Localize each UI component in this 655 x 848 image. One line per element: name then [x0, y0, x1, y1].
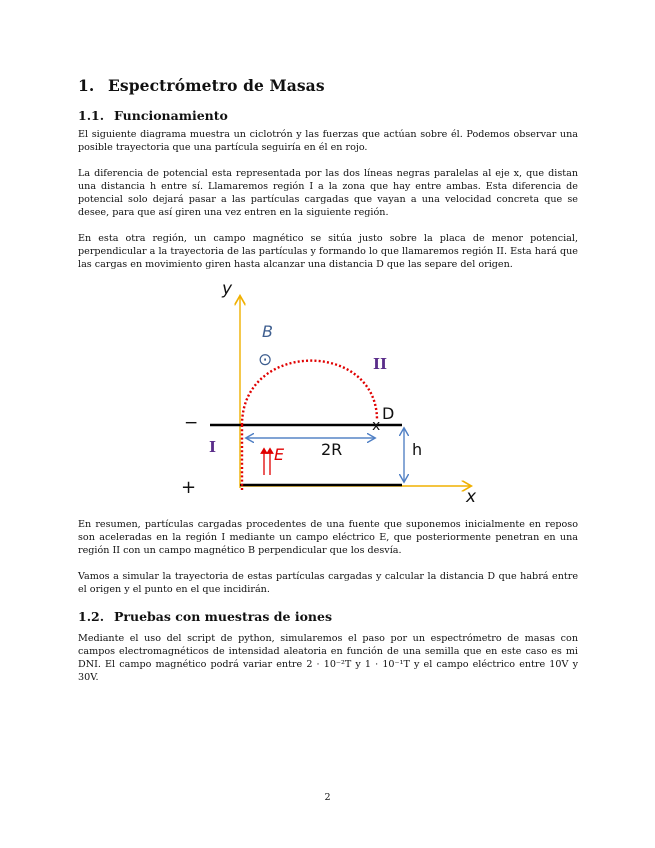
region-II-label: II [373, 355, 388, 373]
subsection-number: 1.2. [78, 609, 105, 624]
height-label: h [412, 440, 423, 459]
section-number: 1. [78, 76, 95, 95]
diameter-label: 2R [321, 440, 343, 459]
impact-cross-icon: x [372, 418, 381, 434]
paragraph: En resumen, partículas cargadas procedentes de una fuente que suponemos inicialmente en reposo son aceleradas en la región I mediante un campo eléctrico E, que posteriormente penetran en una región II con un campo magnético B perpendicular que los desvía. [78, 519, 578, 556]
subsection-number: 1.1. [78, 108, 105, 123]
mass-spectrometer-diagram [0, 270, 655, 505]
paragraph: Mediante el uso del script de python, simularemos el paso por un espectrómetro de masas con campos electromagnéticos de intensidad aleatoria en función de una semilla que en este caso es mi DNI. El campo magnético podrá variar entre 2 · 10⁻²T y 1 · 10⁻¹T y el campo eléctrico entre 10V y 30V. [78, 633, 578, 683]
point-D-label: D [382, 404, 395, 423]
magnetic-field-out-of-page-icon: ⊙ [258, 350, 273, 370]
subsection-heading [78, 609, 332, 624]
x-axis-label: x [466, 487, 477, 505]
paragraph: El siguiente diagrama muestra un ciclotrón y las fuerzas que actúan sobre él. Podemos observar una posible trayectoria que una partícula seguiría en él en rojo. [78, 129, 578, 153]
region-I-label: I [209, 438, 217, 456]
paragraph: La diferencia de potencial esta representada por las dos líneas negras paralelas al eje x, que distan una distancia h entre sí. Llamaremos región I a la zona que hay entre ambas. Esta diferencia de potencial solo dejará pasar a las partículas cargadas que vayan a una velocidad concreta que se desee, para que así giren una vez entren en la siguiente región. [78, 168, 578, 218]
negative-sign: − [184, 413, 199, 433]
page-number: 2 [324, 792, 331, 803]
paragraph: En esta otra región, un campo magnético se sitúa justo sobre la placa de menor potencial, perpendicular a la trayectoria de las partículas y formando lo que llamaremos región II. Esta hará que las cargas en movimiento giren hasta alcanzar una distancia D que las separe del origen. [78, 233, 578, 270]
y-axis-label: y [222, 279, 233, 299]
subsection-heading [78, 108, 228, 123]
positive-sign: + [181, 477, 197, 498]
subsection-title: Pruebas con muestras de iones [114, 609, 333, 624]
subsection-title: Funcionamiento [114, 108, 228, 123]
section-heading [78, 76, 325, 95]
magnetic-field-label: B [262, 322, 273, 341]
section-title: Espectrómetro de Masas [108, 76, 325, 95]
paragraph: Vamos a simular la trayectoria de estas partículas cargadas y calcular la distancia D que habrá entre el origen y el punto en el que incidirán. [78, 571, 578, 595]
electric-field-label: E [274, 445, 285, 464]
trajectory-semicircle [242, 361, 377, 425]
